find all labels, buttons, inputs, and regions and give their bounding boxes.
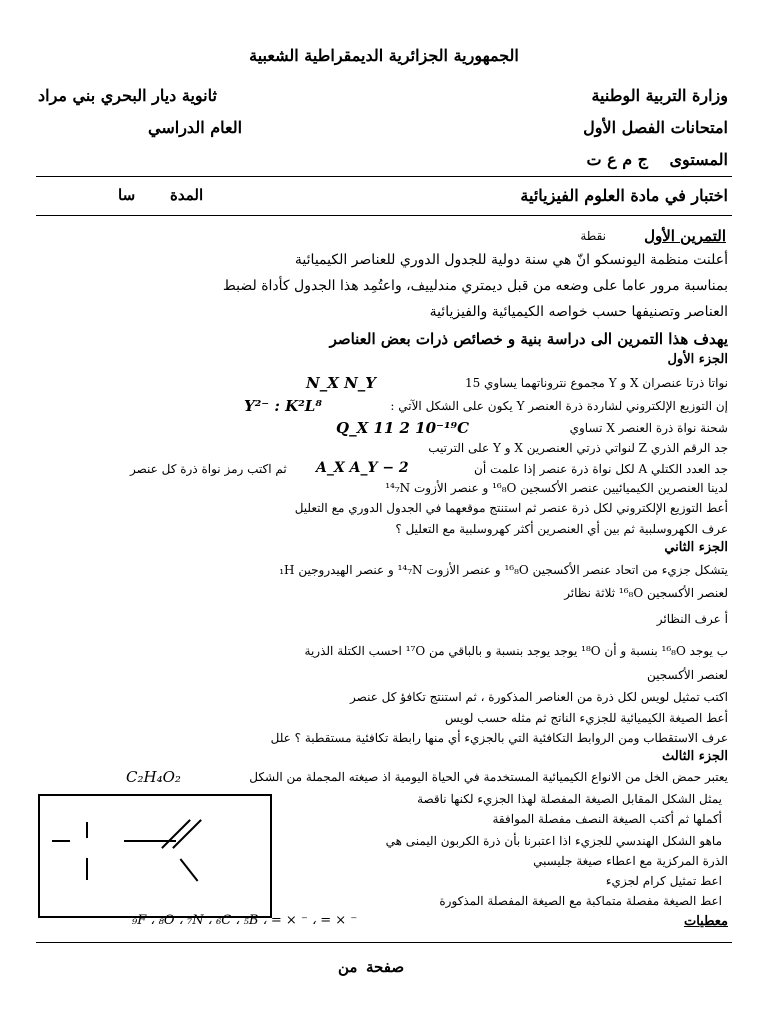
part1-line-5-tail: ثم اكتب رمز نواة ذرة كل عنصر: [130, 462, 287, 476]
part3-line-3: أكملها ثم أكتب الصيغة النصف مفصلة الموافقة: [492, 812, 722, 826]
part1-line-4: جد الرقم الذري Z لنواتي ذرتي العنصرين X و Y على الترتيب: [428, 441, 728, 455]
header-divider-bottom: [36, 215, 732, 216]
part3-line-2: يمثل الشكل المقابل الصيغة المفصلة لهذا الجزيء لكنها ناقصة: [417, 792, 722, 806]
duration-unit: سا: [118, 186, 136, 204]
part3-line-1-text: يعتبر حمض الخل من الانواع الكيميائية المستخدمة في الحياة اليومية اذ صيغته المجملة من الشكل: [249, 770, 728, 784]
footer-divider: [36, 942, 732, 943]
part3-line-6: اعط تمثيل كرام لجزيء: [605, 874, 722, 888]
part1-line-5-math: A_X A_Y − 2: [316, 460, 409, 476]
data-values: ₉F ، ₈O ، ₇N ، ₆C ، ₅B ، = × ⁻ ، = × ⁻: [132, 913, 358, 928]
part2-line-4: ب يوجد ¹⁶₈O بنسبة و أن ¹⁸O يوجد يوجد بنسبة و بالباقي من ¹⁷O احسب الكتلة الذرية: [304, 644, 728, 658]
part2-title: الجزء الثاني: [664, 540, 728, 555]
part1-line-1-math: N_X N_Y: [306, 374, 376, 392]
part2-line-2: لعنصر الأكسجين ¹⁶₈O ثلاثة نظائر: [564, 586, 728, 600]
exercise1-title: التمرين الأول: [644, 227, 726, 245]
part1-line-5-text: جد العدد الكتلي A لكل نواة ذرة عنصر إذا علمت أن: [474, 462, 728, 476]
ministry-label: وزارة التربية الوطنية: [591, 86, 728, 105]
part1-line-7: أعط التوزيع الإلكتروني لكل ذرة عنصر ثم استنتج موقعهما في الجدول الدوري مع التعليل: [294, 501, 728, 515]
part1-line-2-text: إن التوزيع الإلكتروني لشاردة ذرة العنصر Y يكون على الشكل الآتي :: [390, 399, 728, 413]
part2-line-6: اكتب تمثيل لويس لكل ذرة من العناصر المذكورة ، ثم استنتج تكافؤ كل عنصر: [350, 690, 728, 704]
part1-line-3-text: شحنة نواة ذرة العنصر X تساوي: [569, 421, 728, 435]
structural-formula-figure: [38, 794, 272, 918]
part3-line-1-math: C₂H₄O₂: [126, 768, 181, 786]
level-label: المستوى: [669, 150, 728, 169]
data-label: معطيات: [683, 914, 728, 929]
part3-line-4: ماهو الشكل الهندسي للجزيء اذا اعتبرنا بأن ذرة الكربون اليمنى هي: [385, 834, 722, 848]
part2-line-5: لعنصر الأكسجين: [646, 668, 728, 682]
exams-label: امتحانات الفصل الأول: [583, 118, 728, 137]
part2-line-3: أ عرف النظائر: [656, 612, 728, 626]
duration-label: المدة: [170, 186, 204, 204]
level-value: ج م ع ت: [586, 150, 648, 169]
part2-line-1: يتشكل جزيء من اتحاد عنصر الأكسجين ¹⁶₈O و عنصر الأزوت ¹⁴₇N و عنصر الهيدروجين ₁H: [279, 563, 728, 577]
part2-line-8: عرف الاستقطاب ومن الروابط التكافئية التي بالجزيء أي منها رابطة تكافئية مستقطبة ؟ علل: [270, 731, 728, 745]
exercise1-points: نقطة: [580, 229, 606, 243]
bond-left-dash: [52, 840, 70, 842]
exercise-goal: يهدف هذا التمرين الى دراسة بنية و خصائص ذرات بعض العناصر: [329, 330, 728, 348]
intro-line-1: أعلنت منظمة اليونسكو انّ هي سنة دولية للجدول الدوري للعناصر الكيميائية: [294, 252, 728, 268]
part3-line-5: الذرة المركزية مع اعطاء صيغة جليسبي: [533, 854, 728, 868]
bond-top-stub: [86, 822, 88, 838]
part1-line-2-math: Y²⁻ : K²L⁸: [244, 397, 322, 415]
bond-lower-diagonal: [180, 858, 199, 881]
header-divider-top: [36, 176, 732, 177]
part3-line-7: اعط الصيغة مفصلة متماكبة مع الصيغة المفصلة المذكورة: [439, 894, 722, 908]
part1-line-1-text: نواتا ذرتا عنصران X و Y مجموع نتروناتهما يساوي 15: [464, 376, 728, 390]
page-label: صفحة: [366, 958, 405, 976]
republic-title: الجمهورية الجزائرية الديمقراطية الشعبية: [249, 46, 519, 65]
school-year-label: العام الدراسي: [148, 118, 243, 137]
part3-title: الجزء الثالث: [662, 749, 728, 764]
test-title: اختبار في مادة العلوم الفيزيائية: [520, 186, 728, 205]
part1-title: الجزء الأول: [667, 352, 728, 367]
school-name: ثانوية ديار البحري بني مراد: [38, 86, 217, 105]
part1-line-6: لدينا العنصرين الكيميائيين عنصر الأكسجين ¹⁶₈O و عنصر الأزوت ¹⁴₇N: [385, 481, 728, 495]
page-of-label: من: [338, 958, 358, 976]
part2-line-7: أعط الصيغة الكيميائية للجزيء الناتج ثم مثله حسب لويس: [444, 711, 728, 725]
intro-line-2: بمناسبة مرور عاما على وضعه من قبل ديمتري مندلييف، واعتُمِد هذا الجدول كأداة لضبط: [222, 278, 728, 294]
part1-line-8: عرف الكهروسلبية ثم بين أي العنصرين أكثر كهروسلبية مع التعليل ؟: [395, 522, 728, 536]
part1-line-3-math: Q_X 11 2 10⁻¹⁹C: [336, 419, 470, 437]
bond-bottom-stub: [86, 858, 88, 880]
intro-line-3: العناصر وتصنيفها حسب خواصه الكيميائية والفيزيائية: [429, 304, 728, 320]
